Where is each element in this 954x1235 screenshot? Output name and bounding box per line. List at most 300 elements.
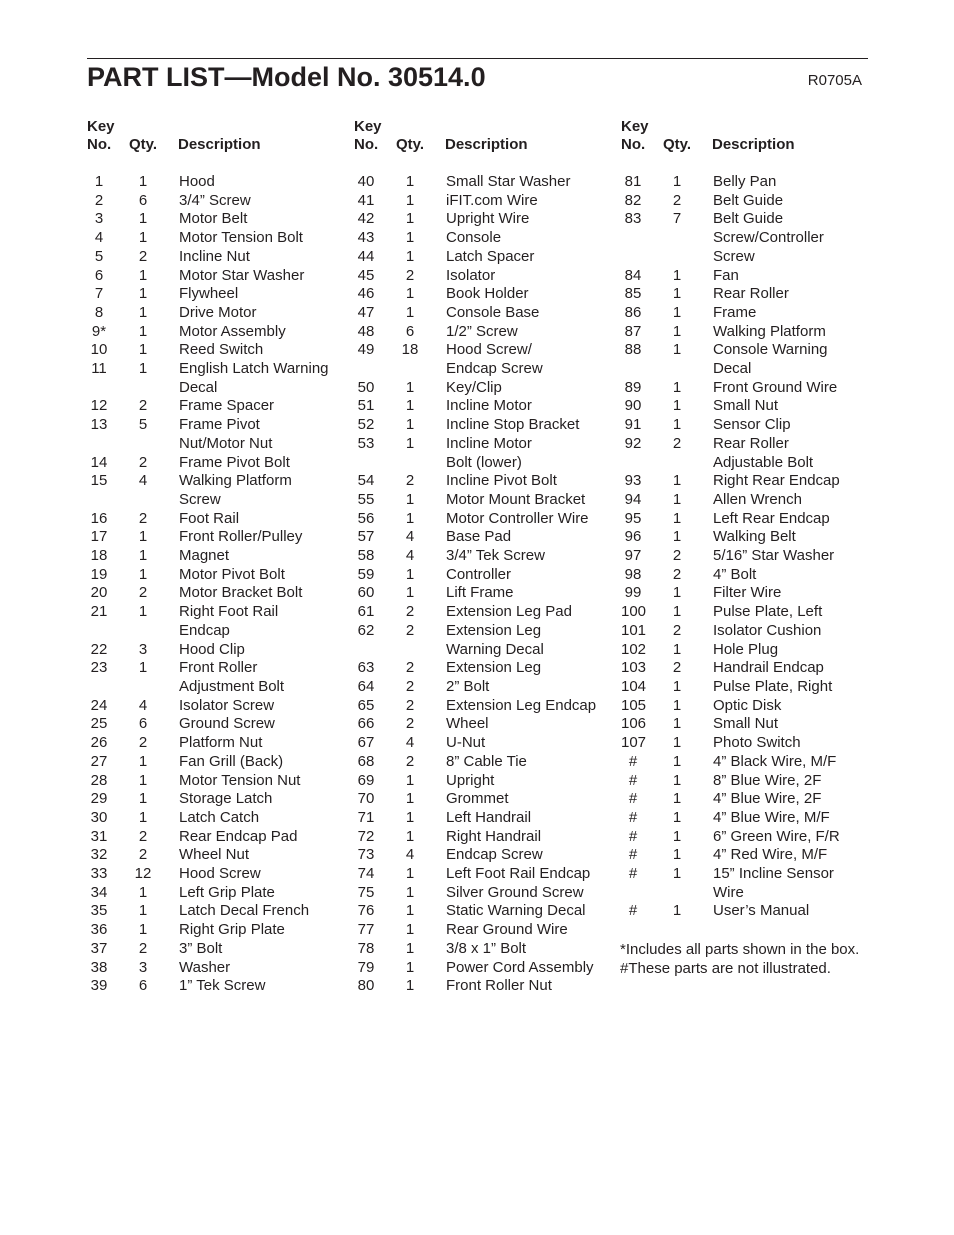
part-qty: 1 [672,322,682,340]
part-key-no: 6 [94,266,104,284]
part-description: Belly Pan [713,173,777,190]
part-qty: 1 [672,472,682,490]
part-row [621,772,881,791]
part-key-no: 106 [621,715,647,733]
part-qty: 2 [138,734,148,752]
part-key-no: 103 [621,659,647,677]
part-row [354,472,614,491]
part-description: Drive Motor [179,303,257,321]
part-qty: 2 [672,434,682,452]
part-key-no: 33 [90,865,108,883]
part-row [87,285,347,304]
part-description: Motor Tension Nut [179,771,301,789]
part-qty: 2 [138,827,148,845]
part-qty: 5 [138,416,148,434]
part-description: Silver Ground Screw [446,883,584,901]
part-description: Console Warning Decal [713,341,828,378]
part-key-no: 63 [357,659,375,677]
part-key-no: 99 [624,584,642,602]
part-row [621,809,881,828]
part-key-no: 9* [91,322,107,340]
part-key-no: 25 [90,715,108,733]
part-description: Handrail Endcap [713,659,824,677]
part-qty: 2 [405,621,415,639]
part-qty: 1 [138,303,148,321]
part-description: Lift Frame [446,584,514,602]
part-description: 3/8 x 1” Bolt [446,939,527,957]
part-key-no: 35 [90,902,108,920]
part-description: Right Grip Plate [179,921,285,939]
part-qty: 1 [138,173,148,190]
part-row [621,902,881,921]
part-description: Frame Spacer [179,397,275,415]
part-row [87,940,347,959]
part-qty: 1 [405,434,415,452]
part-row [621,790,881,809]
part-qty: 1 [672,303,682,321]
part-key-no: 69 [357,771,375,789]
part-row [354,192,614,211]
part-description: 1/2” Screw [446,322,518,340]
part-description: Isolator Cushion [713,621,822,639]
part-row [87,584,347,603]
part-row [354,959,614,978]
part-row [87,323,347,342]
part-key-no: 72 [357,827,375,845]
part-key-no: 47 [357,303,375,321]
part-description: Latch Decal French [179,902,310,920]
part-row [621,192,881,211]
part-description: Incline Pivot Bolt [446,472,557,490]
part-description: 4” Blue Wire, M/F [713,808,830,826]
part-row [354,566,614,585]
part-qty: 1 [672,490,682,508]
part-key-no: 68 [357,752,375,770]
part-qty: 1 [672,584,682,602]
part-key-no: 46 [357,285,375,303]
part-description: Incline Nut [179,247,250,265]
part-qty: 4 [138,696,148,714]
part-row [354,772,614,791]
parts-rows [354,173,614,996]
part-key-no: 100 [621,603,647,621]
part-key-no: 5 [94,247,104,265]
part-qty: 2 [138,509,148,527]
part-description: Reed Switch [179,341,264,359]
part-qty: 1 [405,977,415,995]
part-description: Walking Belt [713,528,796,546]
part-key-no: 21 [90,603,108,621]
part-description: 3/4” Tek Screw [446,547,545,565]
part-qty: 1 [672,528,682,546]
part-row [87,173,347,192]
part-key-no: 29 [90,790,108,808]
part-qty: 2 [672,621,682,639]
part-row [354,341,614,378]
part-row [354,734,614,753]
part-row [621,697,881,716]
part-description: Latch Catch [179,808,260,826]
part-key-no: 52 [357,416,375,434]
part-key-no: 50 [357,378,375,396]
part-key-no: 26 [90,734,108,752]
part-key-no: 87 [624,322,642,340]
part-row [87,547,347,566]
part-row [87,753,347,772]
part-key-no: 71 [357,808,375,826]
part-qty: 1 [672,808,682,826]
part-description: Photo Switch [713,734,801,752]
part-key-no: # [628,808,638,826]
part-row [87,921,347,940]
part-key-no: 51 [357,397,375,415]
part-qty: 1 [672,640,682,658]
part-key-no: 98 [624,565,642,583]
part-qty: 1 [672,397,682,415]
page-title: PART LIST—Model No. 30514.0 [87,62,486,92]
part-qty: 3 [138,958,148,976]
part-description: Upright Wire [446,210,530,228]
part-key-no: 36 [90,921,108,939]
part-description: Base Pad [446,528,512,546]
part-row [354,809,614,828]
parts-rows [87,173,347,996]
part-description: Motor Assembly [179,322,286,340]
part-row [354,510,614,529]
part-row [87,510,347,529]
part-key-no: 55 [357,490,375,508]
part-row [87,267,347,286]
part-key-no: # [628,752,638,770]
part-key-no: 19 [90,565,108,583]
part-row [354,584,614,603]
part-row [87,341,347,360]
part-row [621,622,881,641]
part-qty: 1 [138,771,148,789]
part-key-no: # [628,771,638,789]
part-description: Left Grip Plate [179,883,275,901]
part-key-no: 39 [90,977,108,995]
part-key-no: 101 [621,621,647,639]
part-key-no: 44 [357,247,375,265]
part-row [87,641,347,660]
part-row [354,940,614,959]
part-row [621,472,881,491]
part-description: Book Holder [446,285,529,303]
part-key-no: 14 [90,453,108,471]
part-row [621,603,881,622]
parts-column-3 [621,118,881,921]
part-qty: 1 [405,285,415,303]
part-description: 5/16” Star Washer [713,547,835,565]
part-key-no: # [628,790,638,808]
part-row [621,416,881,435]
part-description: Hood Screw [179,865,261,883]
part-row [354,435,614,472]
part-qty: 1 [405,790,415,808]
key-no-header: Key No. [354,118,382,153]
part-key-no: 95 [624,509,642,527]
part-description: 4” Black Wire, M/F [713,752,837,770]
part-key-no: 10 [90,341,108,359]
part-qty: 1 [672,902,682,920]
part-description: Pulse Plate, Left [713,603,823,621]
part-row [87,472,347,509]
part-description: Walking Platform Screw [179,472,292,508]
part-description: Foot Rail [179,509,240,527]
part-qty: 7 [672,210,682,228]
part-qty: 4 [138,472,148,490]
part-qty: 1 [138,285,148,303]
part-qty: 4 [405,846,415,864]
part-description: Incline Stop Bracket [446,416,580,434]
part-qty: 1 [672,416,682,434]
part-qty: 1 [672,734,682,752]
part-description: Belt Guide Screw/Controller Screw [713,210,824,265]
part-row [87,977,347,996]
part-qty: 2 [138,846,148,864]
part-key-no: 59 [357,565,375,583]
part-description: Right Handrail [446,827,542,845]
part-row [621,173,881,192]
part-row [621,510,881,529]
key-no-header: Key No. [87,118,115,153]
part-key-no: 62 [357,621,375,639]
part-key-no: 67 [357,734,375,752]
column-header [87,118,347,154]
part-qty: 1 [138,659,148,677]
part-description: Rear Roller Adjustable Bolt [713,434,814,471]
part-description: 15” Incline Sensor Wire [713,865,834,901]
part-description: Magnet [179,547,230,565]
part-key-no: 8 [94,303,104,321]
part-key-no: 3 [94,210,104,228]
qty-header: Qty. [396,136,425,153]
part-description: Isolator Screw [179,696,275,714]
part-row [621,210,881,266]
part-row [354,323,614,342]
part-row [621,491,881,510]
part-qty: 2 [405,752,415,770]
column-header [621,118,881,154]
part-qty: 2 [405,603,415,621]
part-qty: 1 [138,565,148,583]
part-key-no: 58 [357,547,375,565]
part-description: Storage Latch [179,790,273,808]
part-qty: 1 [405,191,415,209]
part-row [354,697,614,716]
part-qty: 1 [672,846,682,864]
part-qty: 2 [405,659,415,677]
part-row [621,753,881,772]
part-row [621,641,881,660]
part-row [87,790,347,809]
part-description: Front Roller/Pulley [179,528,303,546]
part-description: Motor Tension Bolt [179,229,303,247]
part-key-no: 16 [90,509,108,527]
part-qty: 1 [672,865,682,883]
part-qty: 1 [672,266,682,284]
part-key-no: 81 [624,173,642,190]
part-qty: 1 [138,360,148,378]
part-description: Console [446,229,502,247]
part-row [621,584,881,603]
parts-rows [621,173,881,921]
part-row [354,977,614,996]
part-key-no: 15 [90,472,108,490]
part-key-no: 97 [624,547,642,565]
part-qty: 1 [138,266,148,284]
part-qty: 1 [405,865,415,883]
part-qty: 1 [138,547,148,565]
part-qty: 12 [134,865,152,883]
part-key-no: 38 [90,958,108,976]
part-description: Optic Disk [713,696,782,714]
part-qty: 2 [405,696,415,714]
part-description: Endcap Screw [446,846,543,864]
part-key-no: 78 [357,939,375,957]
part-row [87,603,347,640]
part-description: Wheel Nut [179,846,250,864]
part-description: Small Nut [713,397,779,415]
part-row [354,659,614,678]
part-row [621,341,881,378]
part-key-no: 28 [90,771,108,789]
part-row [621,846,881,865]
part-row [87,697,347,716]
part-key-no: 23 [90,659,108,677]
key-no-header: Key No. [621,118,649,153]
part-qty: 1 [138,883,148,901]
part-description: Small Nut [713,715,779,733]
part-row [354,248,614,267]
part-row [87,772,347,791]
part-row [354,603,614,622]
part-row [354,790,614,809]
part-qty: 2 [672,191,682,209]
part-row [87,566,347,585]
part-row [87,902,347,921]
part-row [354,865,614,884]
part-row [87,416,347,453]
part-description: Hood Screw/ Endcap Screw [446,341,543,378]
part-row [621,734,881,753]
part-row [621,323,881,342]
part-qty: 1 [405,771,415,789]
part-row [354,397,614,416]
part-description: Controller [446,565,512,583]
part-description: 3” Bolt [179,939,223,957]
part-row [354,715,614,734]
part-key-no: 13 [90,416,108,434]
footnote-included: *Includes all parts shown in the box. [620,941,860,958]
part-key-no: 102 [621,640,647,658]
part-row [354,379,614,398]
part-description: Motor Star Washer [179,266,305,284]
part-key-no: 32 [90,846,108,864]
part-row [87,828,347,847]
part-key-no: 40 [357,173,375,190]
part-qty: 1 [138,528,148,546]
part-qty: 1 [672,771,682,789]
part-qty: 1 [672,378,682,396]
part-description: Extension Leg Pad [446,603,572,621]
part-row [354,902,614,921]
part-description: Power Cord Assembly [446,958,594,976]
part-row [621,304,881,323]
part-qty: 1 [405,173,415,190]
part-qty: 2 [405,677,415,695]
part-row [354,210,614,229]
part-qty: 2 [138,247,148,265]
part-row [621,865,881,902]
part-key-no: 57 [357,528,375,546]
part-key-no: 74 [357,865,375,883]
part-qty: 2 [405,472,415,490]
part-qty: 4 [405,734,415,752]
part-qty: 2 [405,266,415,284]
part-row [354,678,614,697]
part-qty: 6 [138,715,148,733]
part-key-no: 17 [90,528,108,546]
part-description: Platform Nut [179,734,263,752]
parts-column-1 [87,118,347,996]
part-description: Grommet [446,790,509,808]
part-row [621,678,881,697]
part-qty: 1 [138,341,148,359]
part-qty: 1 [672,752,682,770]
document-code: R0705A [807,72,862,89]
part-key-no: 79 [357,958,375,976]
part-row [87,210,347,229]
part-row [621,528,881,547]
part-qty: 1 [405,303,415,321]
part-qty: 1 [672,603,682,621]
part-key-no: # [628,846,638,864]
part-row [87,528,347,547]
part-row [621,267,881,286]
part-key-no: 88 [624,341,642,359]
part-qty: 1 [138,921,148,939]
part-qty: 6 [138,977,148,995]
part-row [354,884,614,903]
part-description: Static Warning Decal [446,902,586,920]
part-key-no: 4 [94,229,104,247]
part-row [621,397,881,416]
part-row [354,304,614,323]
part-key-no: 86 [624,303,642,321]
part-row [354,547,614,566]
part-row [354,528,614,547]
part-key-no: 12 [90,397,108,415]
part-qty: 2 [138,397,148,415]
part-description: 1” Tek Screw [179,977,266,995]
column-header [354,118,614,154]
part-qty: 2 [672,659,682,677]
part-qty: 2 [138,453,148,471]
part-key-no: 94 [624,490,642,508]
part-qty: 1 [138,603,148,621]
part-key-no: 90 [624,397,642,415]
part-description: English Latch Warning Decal [179,360,329,396]
part-row [87,192,347,211]
part-row [354,229,614,248]
part-description: Hood Clip [179,640,245,658]
part-description: Hood [179,173,215,190]
part-description: Motor Controller Wire [446,509,589,527]
part-row [87,884,347,903]
part-row [87,734,347,753]
